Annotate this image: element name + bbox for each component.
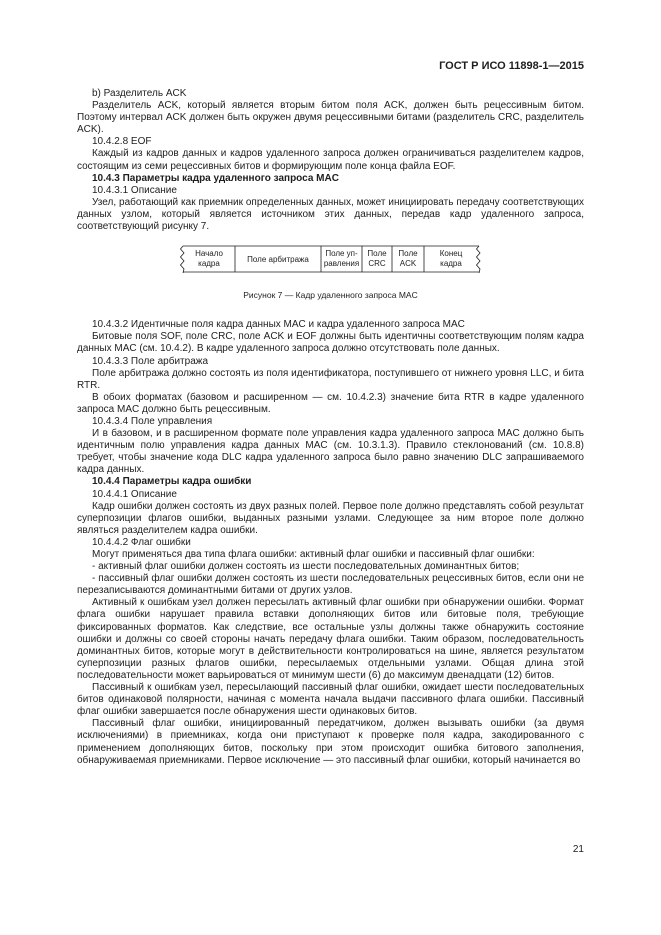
field-sof-label: кадра [197,259,220,269]
field-crc-label: CRC [367,259,386,269]
paragraph: Пассивный к ошибкам узел, пересылающий пассивный флаг ошибки, ожидает шести последовательных битов одинаковой полярности, начиная с момента начала выдачи пассивного флага ошибки. Пассивный флаг ошибки завершается после обнаружения шести одинаковых битов. [77,682,584,718]
section-number: 10.4.3.4 Поле управления [92,415,213,427]
field-ack-label: Поле [397,249,418,259]
paragraph: Могут применяться два типа флага ошибки: активный флаг ошибки и пассивный флаг ошибки: [92,549,535,560]
field-eof-label: Конец [439,249,462,259]
field-sof-label: Начало [194,249,223,259]
field-control-label: Поле уп- [324,249,358,259]
remote-frame-diagram [179,245,483,273]
section-number: 10.4.3.3 Поле арбитража [92,355,209,367]
section-heading: 10.4.3 Параметры кадра удаленного запроса MAC [92,172,339,184]
list-item: - пассивный флаг ошибки должен состоять из шести последовательных рецессивных битов, если они не перезаписываются доминантными битами от других узлов. [77,573,584,597]
paragraph: Разделитель ACK, который является вторым битом поля ACK, должен быть рецессивным битом. Поэтому интервал ACK должен быть окружен двумя рецессивными битами (разделитель CRC, разделитель ACK). [77,100,584,136]
field-eof-label: кадра [439,259,462,269]
section-number: 10.4.3.2 Идентичные поля кадра данных MAC и кадра удаленного запроса MAC [92,319,465,331]
field-crc-label: Поле [366,249,387,259]
field-arbitration-label: Поле арбитража [246,255,309,265]
paragraph: Битовые поля SOF, поле CRC, поле ACK и EOF должны быть идентичны соответствующим полям кадра данных MAC (см. 10.4.2). В кадре удаленного запроса должно отсутствовать поле данных. [77,331,584,355]
paragraph: Узел, работающий как приемник определенных данных, может инициировать передачу соответствующих данных узлом, который является источником этих данных, передав кадр удаленного запроса, соответствующий рисунку 7. [77,196,584,233]
page-body [77,88,584,767]
paragraph: И в базовом, и в расширенном формате поле управления кадра удаленного запроса MAC должно быть идентичным полю управления кадра данных MAC (см. 10.3.1.3). Правило стеклонований (см. 10.8.8) требует, чтобы значение кода DLC кадра удаленного запроса было равно значению DLC запрашиваемого кадра данных. [77,428,584,476]
section-number: 10.4.4.1 Описание [92,488,177,500]
section-number: 10.4.4.2 Флаг ошибки [92,536,191,548]
section-number: 10.4.3.1 Описание [92,184,177,196]
paragraph: Поле арбитража должно состоять из поля идентификатора, поступившего от нижнего уровня LLC, и бита RTR. [77,367,584,391]
field-ack-label: ACK [399,259,416,269]
figure-caption: Рисунок 7 — Кадр удаленного запроса MAC [243,290,418,301]
paragraph: Кадр ошибки должен состоять из двух разных полей. Первое поле должно представлять собой результат суперпозиции флагов ошибки, выданных разными узлами. Следующее за ним второе поле должно являться разделителем кадра ошибки. [77,500,584,536]
paragraph: Каждый из кадров данных и кадров удаленного запроса должен ограничиваться разделителем кадров, состоящим из семи рецессивных битов и формирующим поле конца файла EOF. [77,148,584,172]
field-control-label: равления [323,259,359,269]
section-number: 10.4.2.8 EOF [92,136,152,148]
list-item: - активный флаг ошибки должен состоять из шести последовательных доминантных битов; [92,561,520,573]
paragraph: b) Разделитель ACK [92,88,187,99]
paragraph: Пассивный флаг ошибки, инициированный передатчиком, должен вызывать ошибки (за двумя исключениями) в приемниках, когда они приступают к проверке поля кадра, закодированного с применением дополняющих битов, поскольку при этом происходит ошибка битового заполнения, обнаруживаемая приемниками. Первое исключение — это пассивный флаг ошибки, который начинается во [77,718,584,766]
document-standard-header: ГОСТ Р ИСО 11898-1—2015 [439,60,584,72]
page-number: 21 [572,844,584,855]
paragraph: В обоих форматах (базовом и расширенном — см. 10.4.2.3) значение бита RTR в кадре удаленного запроса MAC должно быть рецессивным. [77,391,584,415]
section-heading: 10.4.4 Параметры кадра ошибки [92,476,252,488]
paragraph: Активный к ошибкам узел должен пересылать активный флаг ошибки при обнаружении ошибки. Формат флага ошибки нарушает правила вставки дополняющих битов или битовые поля, требующие фиксированных форматов. Как следствие, все остальные узлы должны также обнаружить состояние ошибки и должны со своей стороны начать передачу флага ошибки. Таким образом, последовательность доминантных битов, которые могут в действительности контролироваться на шине, является результатом суперпозиции разных флагов ошибки, пересылаемых отдельными узлами. Общая длина этой последовательности может варьироваться от минимум шести (6) до максимум двенадцати (12) битов. [77,597,584,681]
